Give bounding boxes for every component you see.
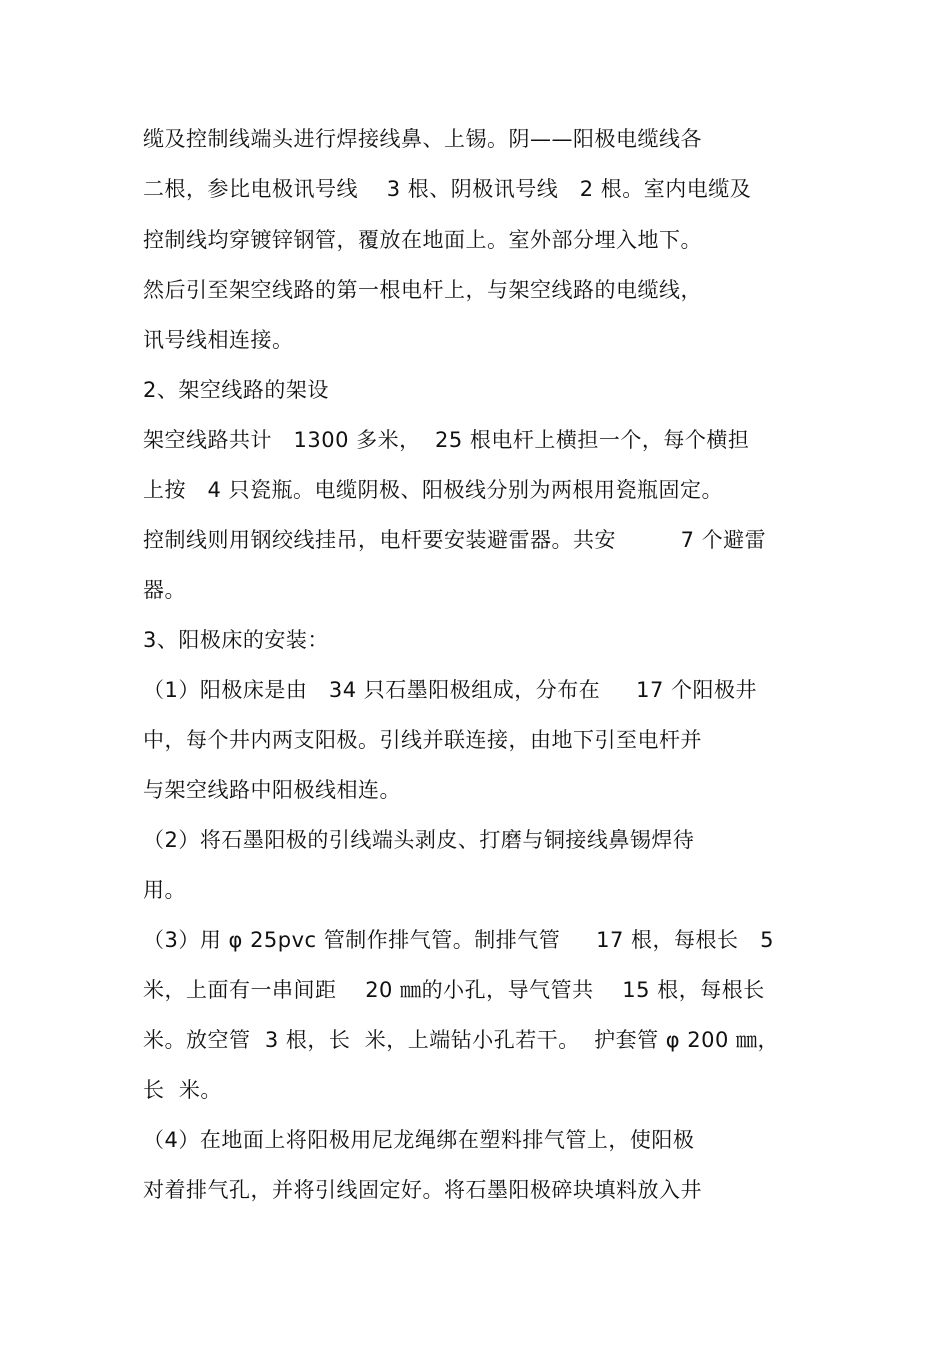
text-line: （2）将石墨阳极的引线端头剥皮、打磨与铜接线鼻锡焊待 bbox=[143, 828, 695, 852]
text-line: （4）在地面上将阳极用尼龙绳绑在塑料排气管上，使阳极 bbox=[143, 1128, 695, 1152]
text-line: （3）用 φ 25pvc 管制作排气管。制排气管 17 根，每根长 5 bbox=[143, 928, 774, 952]
text-line: 器。 bbox=[143, 578, 186, 602]
text-line: 用。 bbox=[143, 878, 186, 902]
text-line: 然后引至架空线路的第一根电杆上，与架空线路的电缆线， bbox=[143, 278, 702, 302]
text-line: 架空线路共计 1300 多米， 25 根电杆上横担一个，每个横担 bbox=[143, 428, 750, 452]
text-line: （1）阳极床是由 34 只石墨阳极组成，分布在 17 个阳极井 bbox=[143, 678, 758, 702]
text-line: 缆及控制线端头进行焊接线鼻、上锡。阴——阳极电缆线各 bbox=[143, 127, 702, 151]
text-line: 二根，参比电极讯号线 3 根、阴极讯号线 2 根。室内电缆及 bbox=[143, 177, 752, 201]
text-line: 米，上面有一串间距 20 ㎜的小孔，导气管共 15 根，每根长 bbox=[143, 978, 765, 1002]
text-line: 对着排气孔，并将引线固定好。将石墨阳极碎块填料放入井 bbox=[143, 1178, 702, 1202]
text-line: 与架空线路中阳极线相连。 bbox=[143, 778, 401, 802]
text-line: 米。放空管 3 根，长 米，上端钻小孔若干。 护套管 φ 200 ㎜， bbox=[143, 1028, 780, 1052]
section-heading: 3、阳极床的安装： bbox=[143, 628, 329, 652]
text-line: 讯号线相连接。 bbox=[143, 328, 294, 352]
text-line: 控制线则用钢绞线挂吊，电杆要安装避雷器。共安 7 个避雷 bbox=[143, 528, 767, 552]
text-line: 上按 4 只瓷瓶。电缆阴极、阳极线分别为两根用瓷瓶固定。 bbox=[143, 478, 724, 502]
text-line: 长 米。 bbox=[143, 1078, 222, 1102]
section-heading: 2、架空线路的架设 bbox=[143, 378, 329, 402]
text-line: 控制线均穿镀锌钢管，覆放在地面上。室外部分埋入地下。 bbox=[143, 228, 702, 252]
text-line: 中，每个井内两支阳极。引线并联连接，由地下引至电杆并 bbox=[143, 728, 702, 752]
